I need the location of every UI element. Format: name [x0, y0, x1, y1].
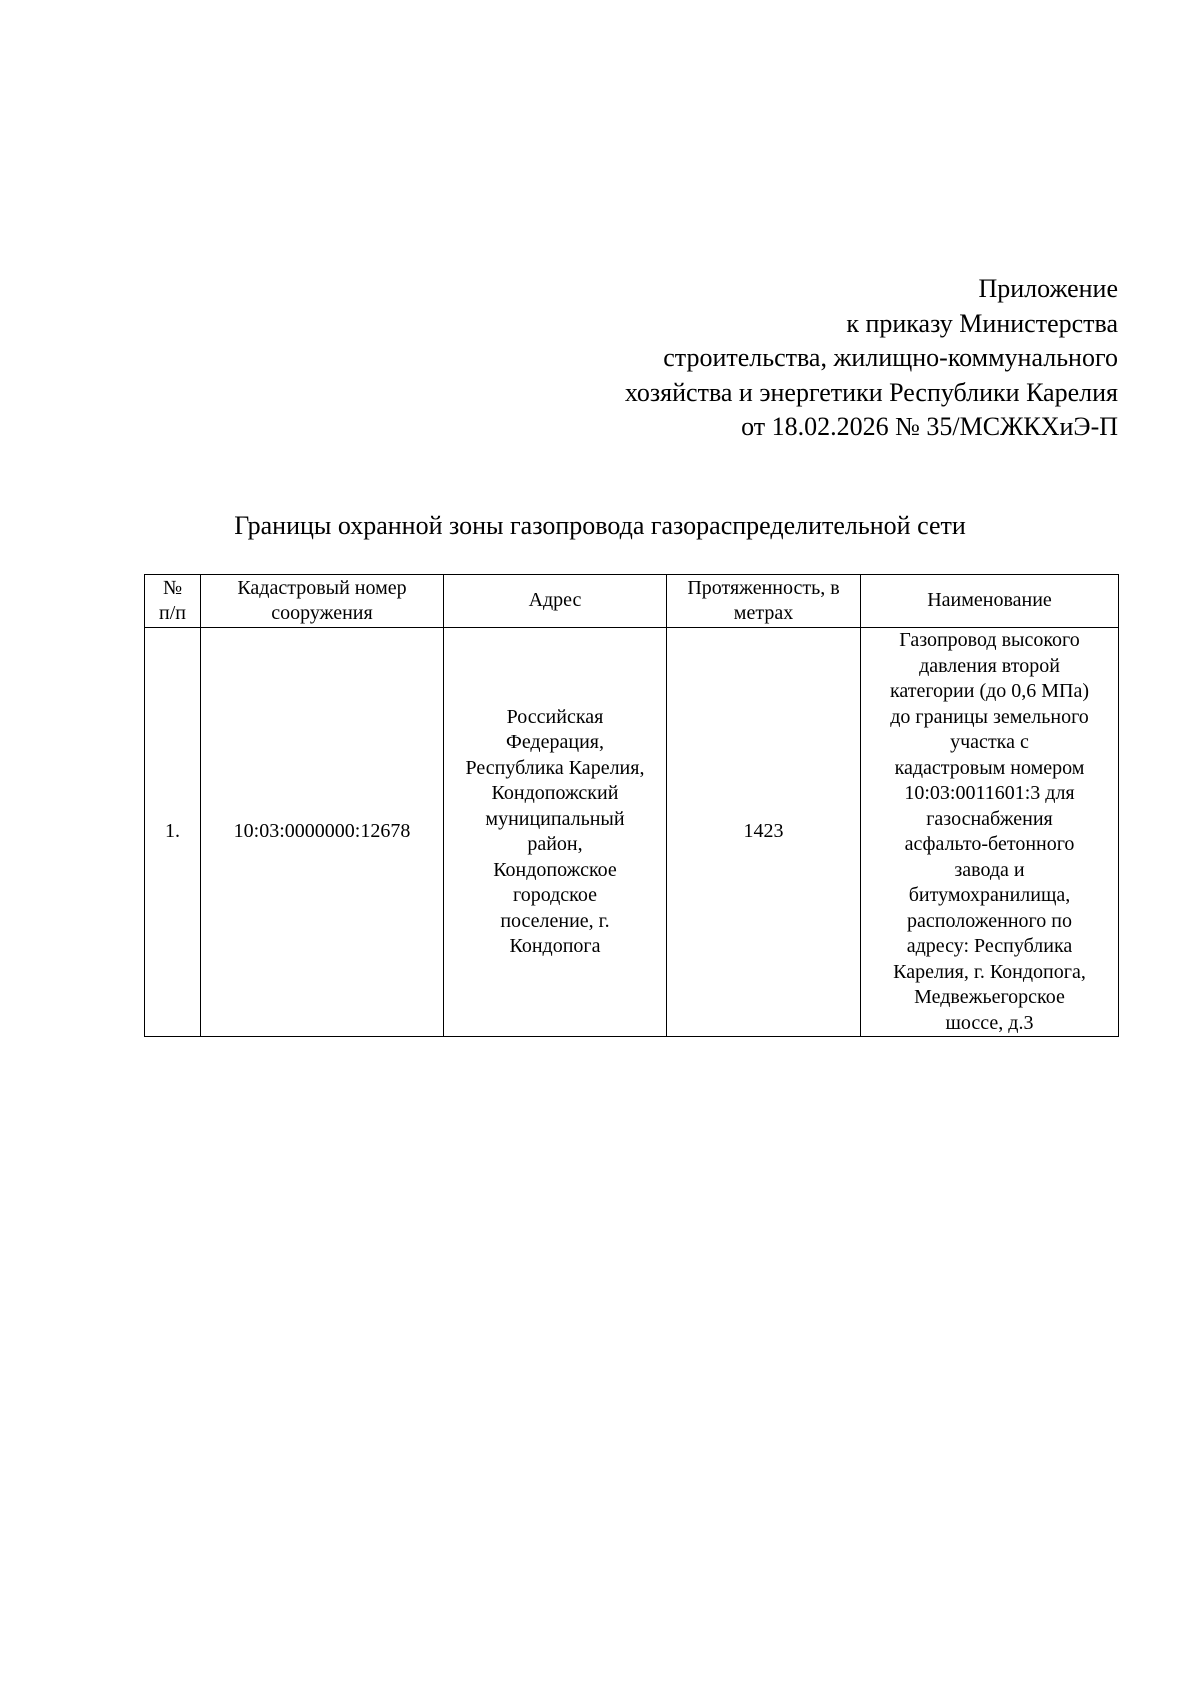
appendix-line: от 18.02.2026 № 35/МСЖКХиЭ-П: [741, 412, 1118, 441]
header-address: Адрес: [444, 575, 667, 628]
table-header-row: [145, 575, 1119, 628]
cell-address: Российская Федерация, Республика Карелия, Кондопожский муниципальный район, Кондопожское городское поселение, г. Кондопога: [444, 628, 667, 1037]
appendix-line: хозяйства и энергетики Республики Карелия: [624, 377, 1118, 407]
protection-zone-table: [144, 574, 1119, 1037]
cell-length: 1423: [667, 628, 861, 1037]
appendix-line: к приказу Министерства: [846, 308, 1118, 338]
cell-number: 1.: [145, 628, 201, 1037]
document-title: Границы охранной зоны газопровода газораспределительной сети: [234, 511, 966, 540]
table-row: [145, 628, 1119, 1037]
header-number: № п/п: [145, 575, 201, 628]
appendix-line: строительства, жилищно-коммунального: [663, 343, 1118, 372]
header-length: Протяженность, в метрах: [667, 575, 861, 628]
appendix-line: Приложение: [978, 274, 1118, 303]
appendix-block: [625, 272, 1118, 445]
cell-name: Газопровод высокого давления второй категории (до 0,6 МПа) до границы земельного участка с кадастровым номером 10:03:0011601:3 для газоснабжения асфальто-бетонного завода и битумохранилища, расположенного по адресу: Республика Карелия, г. Кондопога, Медвежьегорское шоссе, д.3: [861, 628, 1119, 1037]
header-name: Наименование: [861, 575, 1119, 628]
cell-cadastral-number: 10:03:0000000:12678: [201, 628, 444, 1037]
header-cadastral-number: Кадастровый номер сооружения: [201, 575, 444, 628]
